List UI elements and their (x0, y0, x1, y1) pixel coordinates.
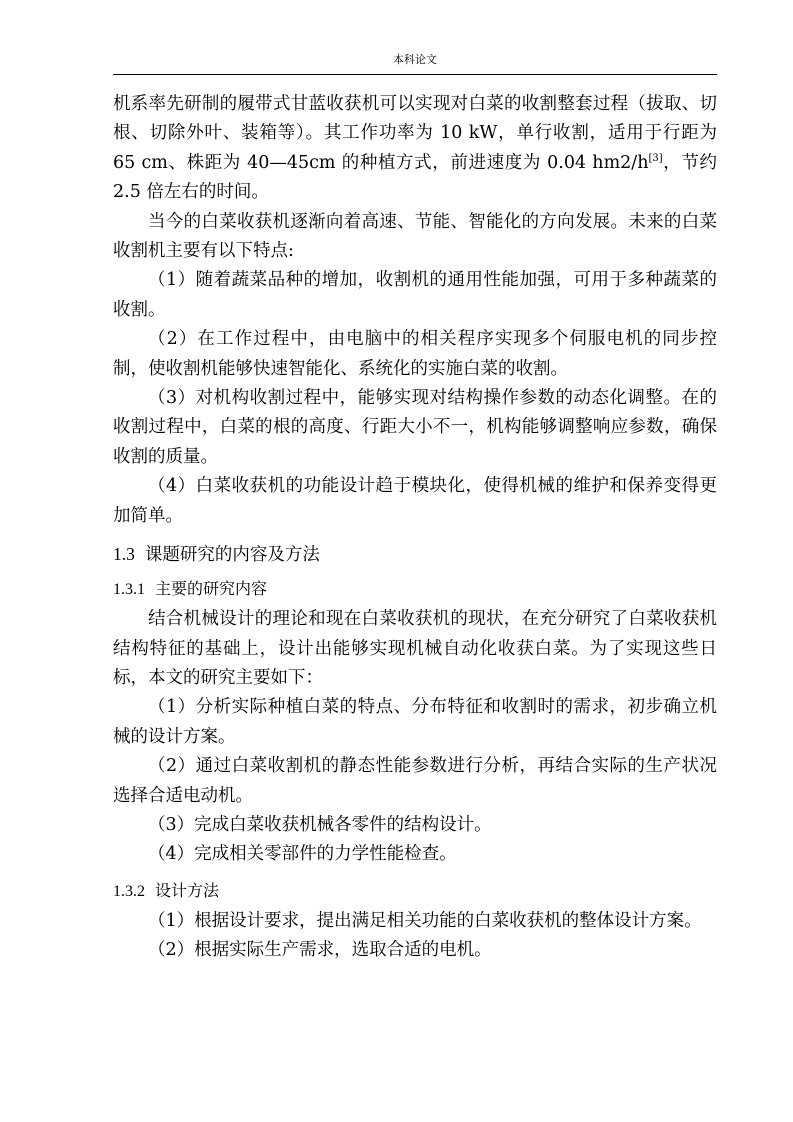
section-heading (113, 541, 717, 568)
list-item: （4）完成相关零部件的力学性能检查。 (148, 844, 457, 865)
subsection-number: 1.3.2 (113, 882, 145, 900)
list-item: （2）在工作过程中，由电脑中的相关程序实现多个伺服电机的同步控制，使收割机能够快速智能化、系统化的实施白菜的收割。 (113, 329, 717, 379)
list-item: （2）通过白菜收割机的静态性能参数进行分析，再结合实际的生产状况选择合适电动机。 (113, 756, 717, 806)
list-item: （3）对机构收割过程中，能够实现对结构操作参数的动态化调整。在的收割过程中，白菜的根的高度、行距大小不一，机构能够调整响应参数，确保收割的质量。 (113, 388, 717, 467)
list-item: （2）根据实际生产需求，选取合适的电机。 (148, 940, 492, 961)
subsection-heading (113, 878, 717, 905)
paragraph-text: ，节约 2.5 倍左右的时间。 (113, 152, 718, 203)
section-title: 课题研究的内容及方法 (144, 545, 320, 566)
page-header: 本科论文 (113, 52, 717, 75)
list-item: （1）分析实际种植白菜的特点、分布特征和收割时的需求，初步确立机械的设计方案。 (113, 697, 717, 747)
list-item: （3）完成白菜收获机械各零件的结构设计。 (148, 814, 492, 835)
subsection-title: 主要的研究内容 (155, 579, 268, 599)
paragraph: 结合机械设计的理论和现在白菜收获机的现状，在充分研究了白菜收获机结构特征的基础上，设计出能够实现机械自动化收获白菜。为了实现这些日标，本文的研究主要如下： (113, 609, 717, 688)
subsection-number: 1.3.1 (113, 581, 145, 599)
list-item: （1）随着蔬菜品种的增加，收割机的通用性能加强，可用于多种蔬菜的收割。 (113, 270, 717, 320)
paragraph-text: 机系率先研制的履带式甘蓝收获机可以实现对白菜的收割整套过程（拔取、切根、切除外叶、装箱等）。其工作功率为 10 kW，单行收割，适用于行距为 65 cm、株距为 40—45cm 的种植方式，前进速度为 0.04 hm2/h (113, 94, 717, 173)
section-number: 1.3 (113, 544, 135, 565)
subsection-heading (113, 576, 717, 603)
subsection-title: 设计方法 (155, 880, 220, 900)
paragraph-continuation (113, 90, 717, 208)
body-content (113, 90, 717, 966)
list-item: （4）白菜收获机的功能设计趋于模块化，使得机械的维护和保养变得更加简单。 (113, 476, 717, 526)
paragraph: 当今的白菜收获机逐渐向着高速、节能、智能化的方向发展。未来的白菜收割机主要有以下特点: (113, 211, 717, 262)
list-item: （1）根据设计要求，提出满足相关功能的白菜收获机的整体设计方案。 (148, 910, 702, 931)
citation-ref: [3] (648, 152, 663, 164)
